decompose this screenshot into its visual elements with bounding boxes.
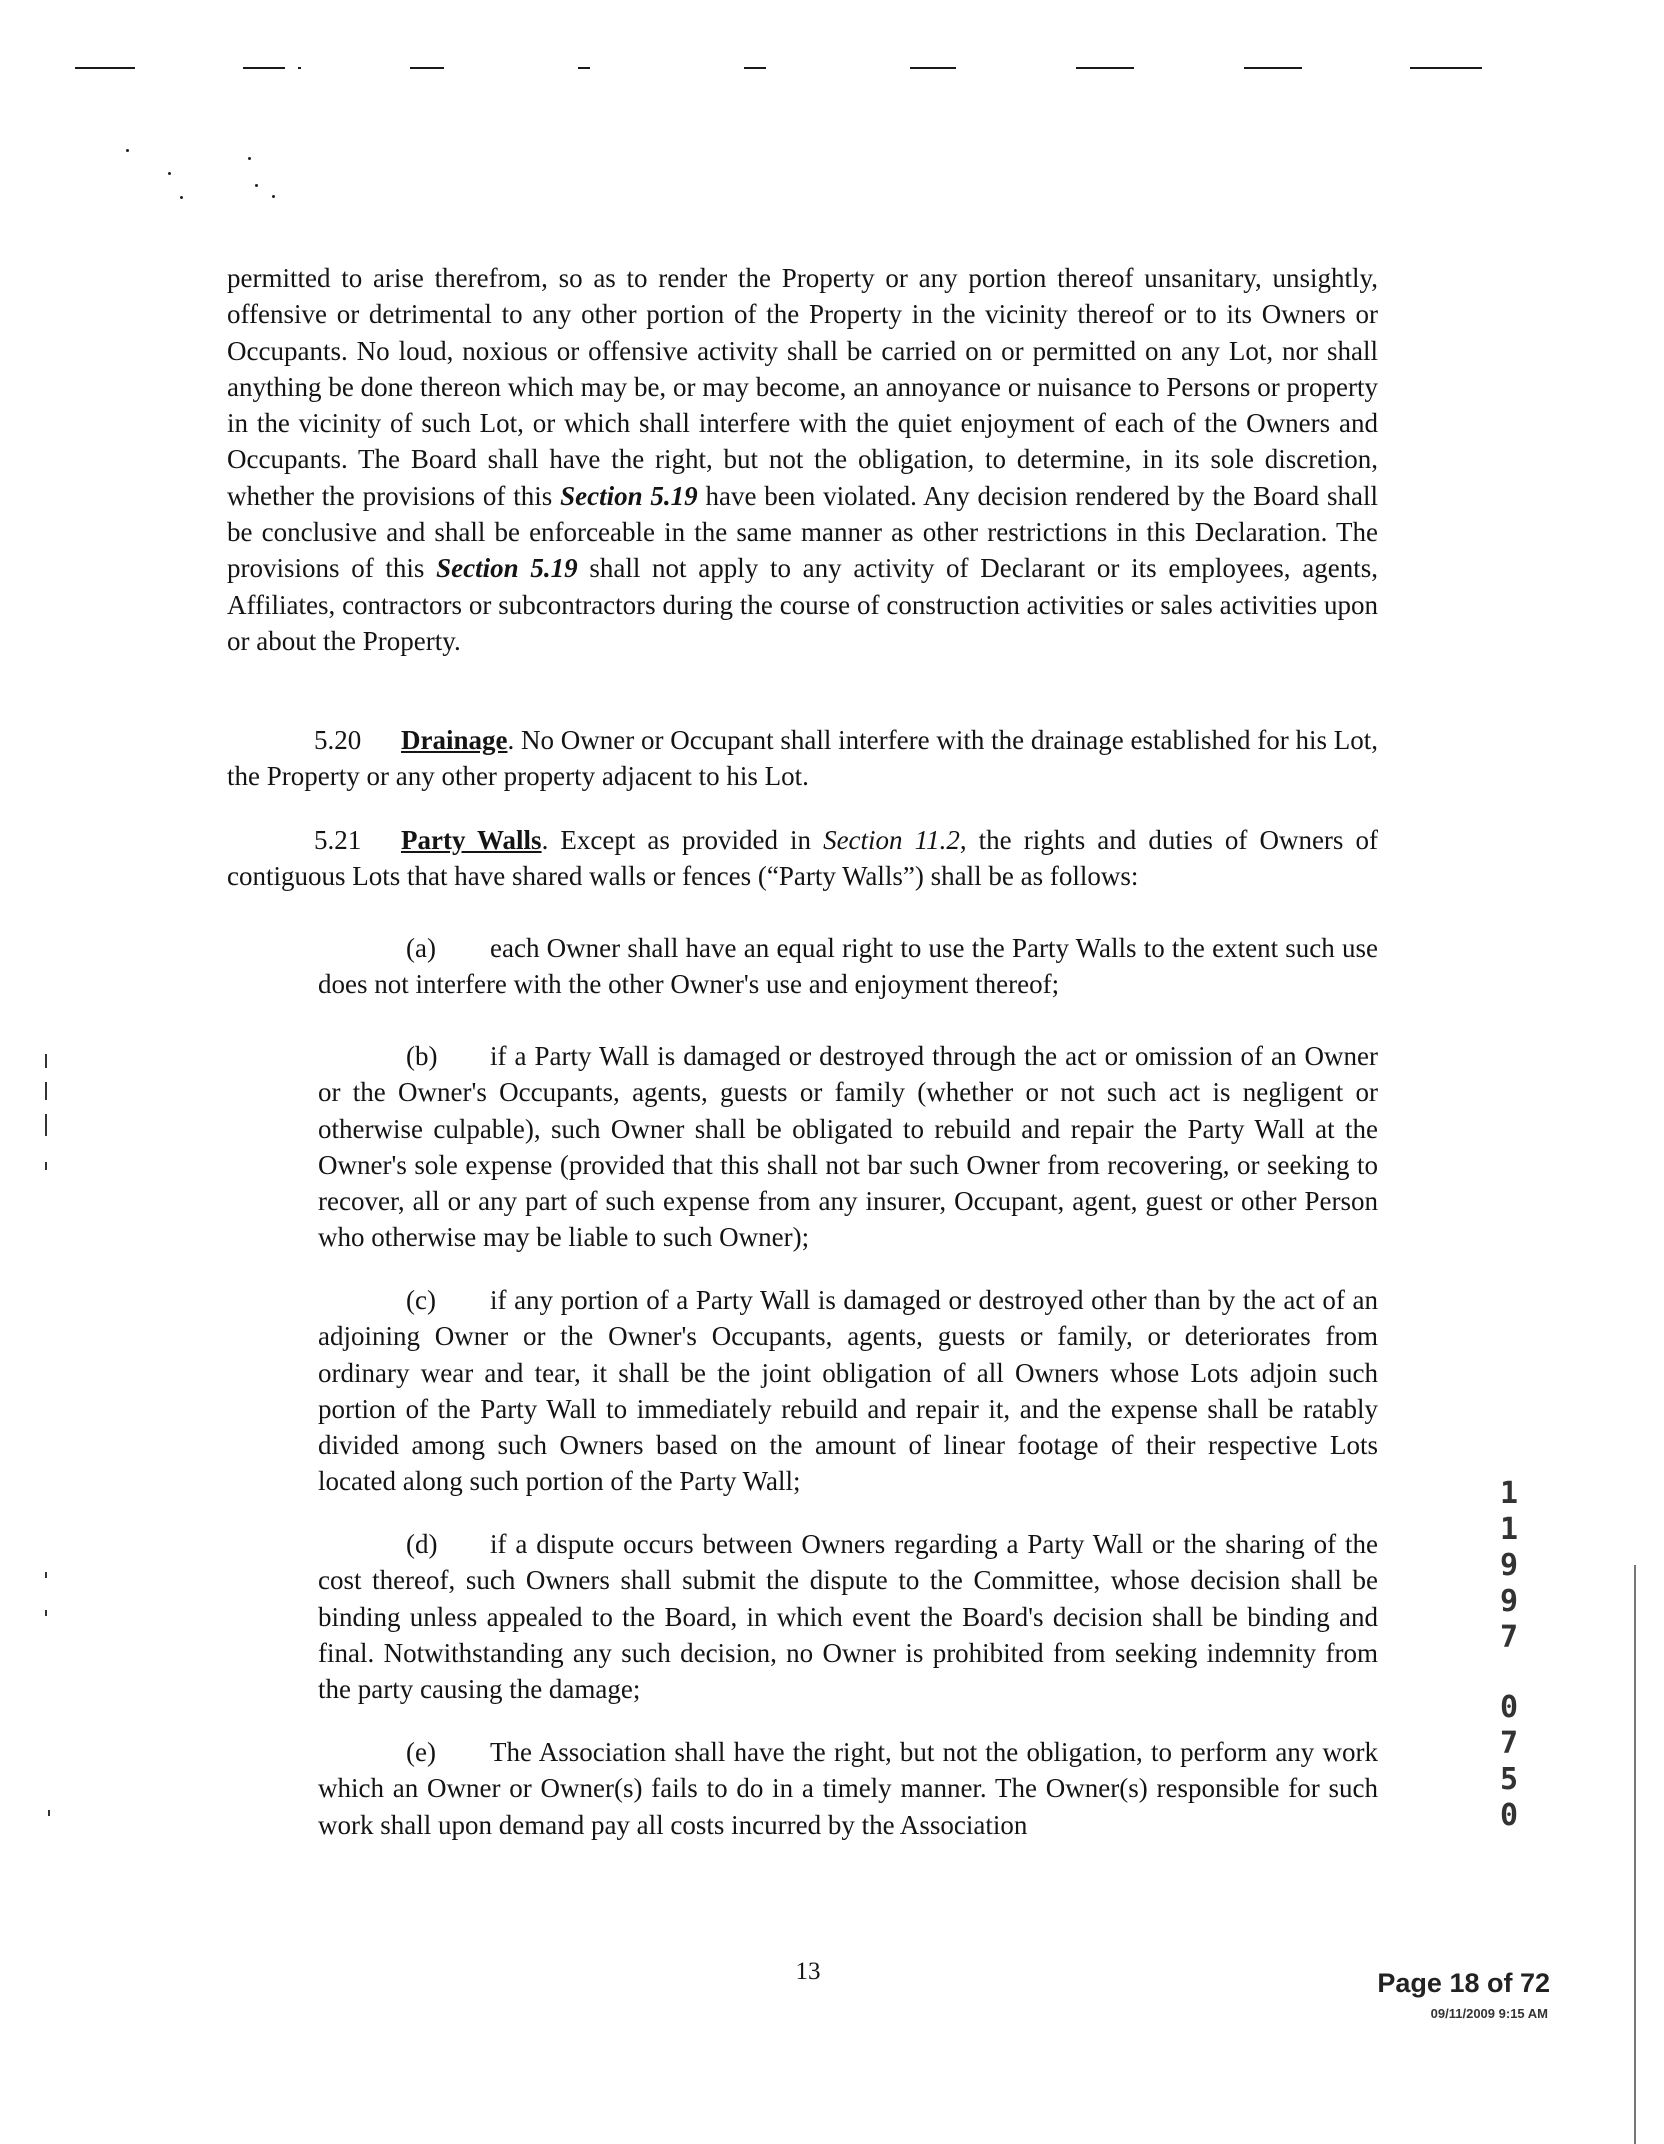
section-number: 5.20	[314, 725, 362, 755]
scan-artifact-margin-mark	[45, 1162, 47, 1170]
recording-digit: 7	[1499, 1726, 1519, 1761]
recording-digit: 1	[1499, 1512, 1519, 1547]
subsection-b	[318, 1038, 1378, 1256]
subsection-label: (e)	[406, 1737, 436, 1767]
subsection-text: each Owner shall have an equal right to use the Party Walls to the extent such use does not interfere with the other Owner's use and enjoyment thereof;	[318, 933, 1378, 1000]
section-text: . Except as provided in	[541, 825, 824, 855]
subsection-text: The Association shall have the right, but not the obligation, to perform any work which an Owner or Owner(s) fails to do in a timely manner. The Owner(s) responsible for such work shall upon demand pay all costs incurred by the Association	[318, 1737, 1378, 1840]
subsection-c	[318, 1282, 1378, 1500]
scan-artifact-speck	[168, 172, 171, 175]
scan-artifact-dash	[1410, 67, 1482, 69]
section-text: . No Owner or Occupant shall interfere with the drainage established for his Lot, the Property or any other property adjacent to his Lot.	[227, 725, 1378, 792]
scan-artifact-dash	[1244, 67, 1302, 69]
recording-number-stamp	[1493, 1476, 1525, 1834]
scan-artifact-speck	[248, 157, 251, 160]
scan-artifact-margin-mark	[45, 1114, 47, 1136]
section-number: 5.21	[314, 825, 362, 855]
scan-artifact-speck	[126, 149, 129, 152]
recording-digit: 5	[1499, 1762, 1519, 1797]
section-heading: Drainage	[401, 725, 508, 755]
continuation-text-post: shall not apply to any activity of Declarant or its employees, agents, Affiliates, contractors or subcontractors during the course of construction activities or sales activities upon or about the Property.	[227, 553, 1378, 656]
subsection-text: if a Party Wall is damaged or destroyed through the act or omission of an Owner or the Owner's Occupants, agents, guests or family (whether or not such act is negligent or otherwise culpable), such Owner shall be obligated to rebuild and repair the Party Wall at the Owner's sole expense (provided that this shall not bar such Owner from recovering, or seeking to recover, all or any part of such expense from any insurer, Occupant, agent, guest or other Person who otherwise may be liable to such Owner);	[318, 1041, 1378, 1253]
scan-edge-line	[1634, 1565, 1636, 2144]
subsection-label: (a)	[406, 933, 436, 963]
timestamp: 09/11/2009 9:15 AM	[1430, 2006, 1548, 2021]
recording-digit: 0	[1499, 1690, 1519, 1725]
scan-artifact-speck	[255, 184, 258, 187]
recording-digit: 9	[1499, 1548, 1519, 1583]
scan-artifact-dash	[75, 67, 135, 69]
section-reference: Section 11.2	[823, 825, 960, 855]
scan-artifact-speck	[180, 196, 183, 199]
scan-artifact-dash	[1076, 67, 1134, 69]
page-count: Page 18 of 72	[1377, 1968, 1550, 1998]
subsection-text: if a dispute occurs between Owners regarding a Party Wall or the sharing of the cost thereof, such Owners shall submit the dispute to the Committee, whose decision shall be binding unless appealed to the Board, in which event the Board's decision shall be binding and final. Notwithstanding any such decision, no Owner is prohibited from seeking indemnity from the party causing the damage;	[318, 1529, 1378, 1705]
subsection-e	[318, 1734, 1378, 1843]
scan-artifact-dash	[298, 67, 301, 69]
scan-artifact-dash	[744, 67, 766, 69]
scan-artifact-margin-mark	[45, 1082, 47, 1100]
section-5-20	[227, 722, 1378, 795]
subsection-text: if any portion of a Party Wall is damaged or destroyed other than by the act of an adjoining Owner or the Owner's Occupants, agents, guests or family, or deteriorates from ordinary wear and tear, it shall be the joint obligation of all Owners whose Lots adjoin such portion of the Party Wall to immediately rebuild and repair it, and the expense shall be ratably divided among such Owners based on the amount of linear footage of their respective Lots located along such portion of the Party Wall;	[318, 1285, 1378, 1497]
section-reference: Section 5.19	[560, 480, 698, 511]
recording-digit: 9	[1499, 1584, 1519, 1619]
scan-artifact-margin-mark	[45, 1610, 47, 1616]
recording-digit: 0	[1499, 1798, 1519, 1833]
scan-artifact-margin-mark	[48, 1810, 50, 1816]
subsection-label: (d)	[406, 1529, 438, 1559]
subsection-d	[318, 1526, 1378, 1707]
scan-artifact-margin-mark	[45, 1054, 47, 1068]
section-heading: Party Walls	[401, 825, 542, 855]
section-reference: Section 5.19	[436, 553, 578, 584]
scan-artifact-margin-mark	[45, 1572, 47, 1578]
recording-digit: 1	[1499, 1476, 1519, 1511]
section-text: , the rights and duties of Owners of contiguous Lots that have shared walls or fences (“Party Walls”) shall be as follows:	[227, 825, 1378, 892]
page-number: 13	[795, 1958, 821, 1985]
scan-artifact-dash	[910, 67, 956, 69]
subsection-label: (c)	[406, 1285, 436, 1315]
section-5-21	[227, 822, 1378, 895]
section-5-19-continuation	[227, 260, 1378, 659]
continuation-text-pre: permitted to arise therefrom, so as to render the Property or any portion thereof unsanitary, unsightly, offensive or detrimental to any other portion of the Property in the vicinity thereof or to its Owners or Occupants. No loud, noxious or offensive activity shall be carried on or permitted on any Lot, nor shall anything be done thereon which may be, or may become, an annoyance or nuisance to Persons or property in the vicinity of such Lot, or which shall interfere with the quiet enjoyment of each of the Owners and Occupants. The Board shall have the right, but not the obligation, to determine, in its sole discretion, whether the provisions of this	[227, 263, 1378, 511]
scan-artifact-speck	[272, 195, 275, 198]
continuation-text-mid: have been violated. Any decision rendered by the Board shall be conclusive and shall be enforceable in the same manner as other restrictions in this Declaration. The provisions of this	[227, 480, 1378, 584]
recording-digit: 7	[1499, 1620, 1519, 1655]
subsection-label: (b)	[406, 1041, 438, 1071]
scan-artifact-dash	[410, 67, 444, 69]
scan-artifact-dash	[578, 67, 590, 69]
scan-artifact-dash	[243, 67, 285, 69]
subsection-a	[318, 930, 1378, 1003]
